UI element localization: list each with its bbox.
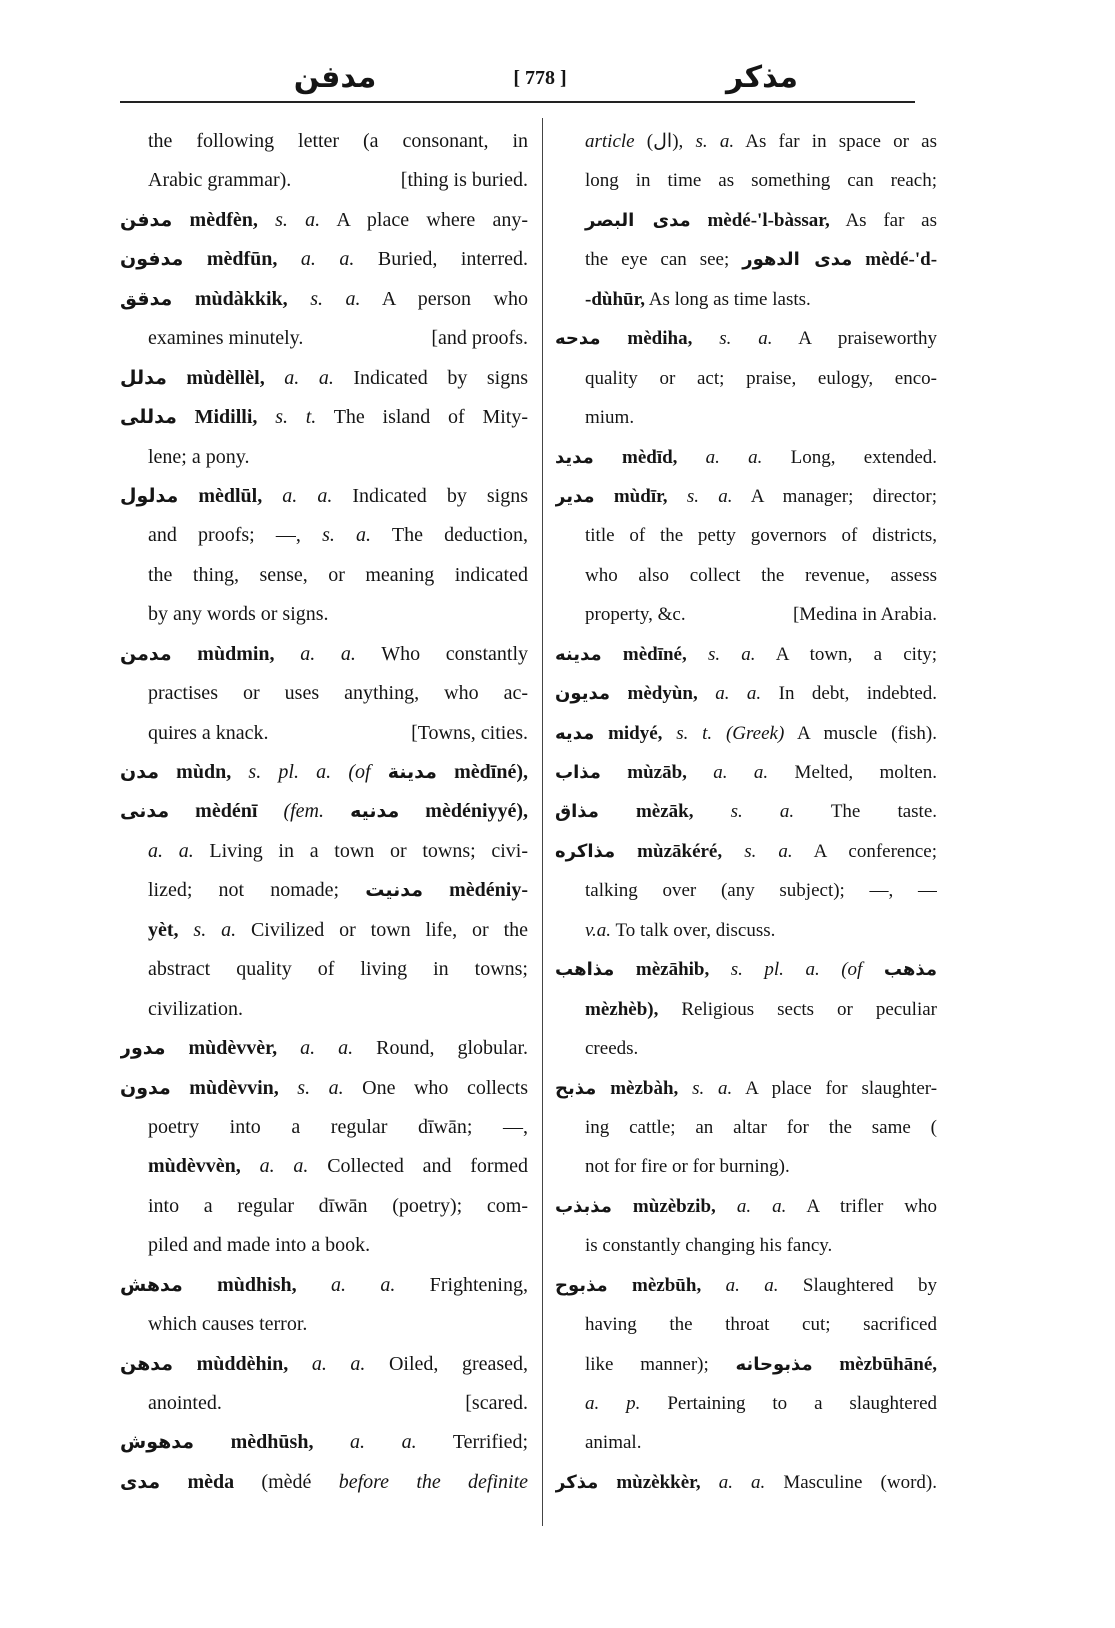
headword-arabic: مدحه xyxy=(555,328,601,350)
dictionary-entry xyxy=(555,832,937,950)
entry-line xyxy=(555,516,937,555)
dictionary-entry xyxy=(555,635,937,674)
grammar-abbrev: a. a. xyxy=(300,248,355,271)
dictionary-entry xyxy=(555,714,937,753)
definition-text: (ال), xyxy=(646,131,684,152)
transliteration: mèdīné), xyxy=(454,761,528,783)
transliteration: mèdiha, xyxy=(627,328,693,350)
definition-text: examines minutely. xyxy=(148,327,304,350)
headword-arabic: مديه xyxy=(555,722,595,744)
headword-arabic: مذكر xyxy=(555,1471,599,1493)
transliteration: -dùhūr, xyxy=(585,288,646,310)
definition-text: Indicated by signs xyxy=(353,366,528,389)
definition-text: piled and made into a book. xyxy=(148,1234,371,1257)
transliteration: mèdyùn, xyxy=(627,683,698,705)
entry-line xyxy=(120,240,528,279)
entry-line xyxy=(555,871,937,910)
definition-text: lized; not nomade; xyxy=(148,879,340,902)
entry-line xyxy=(120,871,528,910)
headword-arabic: مدون xyxy=(120,1076,171,1099)
transliteration: mùdàkkik, xyxy=(194,287,288,310)
grammar-abbrev: s. a. xyxy=(322,524,372,547)
dictionary-entry xyxy=(555,1266,937,1463)
definition-text: A praiseworthy xyxy=(798,328,937,350)
entry-line xyxy=(120,319,528,358)
dictionary-entry xyxy=(120,280,528,359)
headword-arabic: مذبح xyxy=(555,1077,597,1099)
grammar-abbrev: s. pl. a. (of xyxy=(248,761,371,783)
transliteration: mèzāhib, xyxy=(635,959,710,981)
entry-line xyxy=(120,516,528,555)
definition-text: A manager; director; xyxy=(750,485,937,507)
headword-arabic: مدير xyxy=(555,485,595,507)
headword-arabic: مذبوح xyxy=(555,1274,608,1296)
entry-line xyxy=(555,1266,937,1305)
dictionary-entry xyxy=(555,438,937,477)
transliteration: mùdmin, xyxy=(197,642,275,665)
definition-text: lene; a pony. xyxy=(148,445,250,468)
grammar-abbrev: s. pl. a. (of xyxy=(730,959,863,981)
dictionary-entry xyxy=(120,1266,528,1345)
entry-line xyxy=(555,1463,937,1502)
definition-text: Buried, interred. xyxy=(377,248,528,271)
dictionary-entry xyxy=(120,1463,528,1502)
definition-text: property, &c. xyxy=(585,604,686,626)
definition-text: A conference; xyxy=(813,840,937,862)
entry-line xyxy=(555,122,937,161)
entry-line xyxy=(555,950,937,989)
bracket-text: [Medina in Arabia. xyxy=(792,604,937,626)
entry-line xyxy=(555,1029,937,1068)
grammar-abbrev: a. a. xyxy=(350,1431,417,1454)
definition-text: Civilized or town life, or the xyxy=(250,918,528,941)
entry-line xyxy=(120,792,528,831)
definition-text: like manner); xyxy=(585,1353,709,1375)
entry-line xyxy=(120,556,528,595)
entry-line xyxy=(120,990,528,1029)
entry-line xyxy=(120,477,528,516)
bracket-text: [and proofs. xyxy=(431,327,528,350)
headword-arabic: مدنيت xyxy=(365,879,423,902)
entry-line xyxy=(555,359,937,398)
headword-arabic: مذبذب xyxy=(555,1195,612,1217)
transliteration: mùzèkkèr, xyxy=(616,1471,701,1493)
transliteration: mèdénī xyxy=(195,800,258,823)
definition-text: The island of Mity- xyxy=(333,406,528,429)
dictionary-entry xyxy=(120,398,528,477)
entry-line xyxy=(120,438,528,477)
grammar-abbrev: s. a. xyxy=(297,1076,344,1099)
definition-text: A place where any- xyxy=(336,208,528,231)
headword-arabic: مذاكره xyxy=(555,840,616,862)
definition-text: A muscle (fish). xyxy=(797,722,937,744)
headword-arabic: مدهن xyxy=(120,1352,174,1375)
entry-line xyxy=(555,477,937,516)
definition-text: civilization. xyxy=(148,997,243,1020)
definition-text: A town, a city; xyxy=(775,643,937,665)
entry-line xyxy=(120,1463,528,1502)
page-number: [ 778 ] xyxy=(513,67,567,89)
headword-arabic: مدينه xyxy=(555,643,602,665)
entry-line xyxy=(555,1147,937,1186)
dictionary-entry xyxy=(555,753,937,792)
dictionary-entry xyxy=(555,950,937,1068)
entry-line xyxy=(555,911,937,950)
grammar-abbrev: s. a. xyxy=(193,918,237,941)
headword-arabic: مدن xyxy=(120,761,159,783)
headword-arabic: مدقق xyxy=(120,287,173,310)
entry-line xyxy=(555,1069,937,1108)
grammar-abbrev: s. t. (Greek) xyxy=(676,722,785,744)
dictionary-entry xyxy=(555,1187,937,1266)
definition-text: (mèdé xyxy=(261,1470,312,1493)
entry-line xyxy=(120,1069,528,1108)
headword-arabic: مذبوحانه xyxy=(735,1353,813,1375)
dictionary-entry xyxy=(120,635,528,753)
definition-text: poetry into a regular dīwān; —, xyxy=(148,1115,528,1138)
definition-text: Round, globular. xyxy=(376,1037,528,1060)
entry-line xyxy=(120,1305,528,1344)
headword-arabic: مدى xyxy=(120,1470,161,1493)
transliteration: mùdèvvin, xyxy=(189,1076,279,1099)
entry-line xyxy=(120,398,528,437)
dictionary-entry xyxy=(555,1463,937,1502)
grammar-abbrev: a. p. xyxy=(585,1393,641,1414)
dictionary-entry xyxy=(555,122,937,319)
dictionary-entry xyxy=(555,1069,937,1187)
headword-arabic: مدهوش xyxy=(120,1431,195,1454)
headword-arabic: مدهش xyxy=(120,1273,183,1296)
entry-line xyxy=(120,635,528,674)
transliteration: mèdéniy- xyxy=(449,879,528,902)
entry-line xyxy=(555,832,937,871)
transliteration: mùzāb, xyxy=(627,762,687,783)
definition-text: Masculine (word). xyxy=(783,1471,937,1493)
headword-arabic: مدلل xyxy=(120,366,167,389)
entry-line xyxy=(555,398,937,437)
definition-text: by any words or signs. xyxy=(148,603,329,626)
transliteration: mèdé-'d- xyxy=(865,249,937,271)
transliteration: mùdèvvèn, xyxy=(148,1155,241,1178)
definition-text: having the throat cut; sacrificed xyxy=(585,1314,937,1336)
transliteration: mùzākéré, xyxy=(637,840,723,862)
transliteration: mèda xyxy=(187,1470,235,1493)
headword-arabic: مدينة xyxy=(387,761,437,783)
transliteration: midyé, xyxy=(608,722,663,744)
entry-line xyxy=(555,595,937,634)
definition-text: anointed. xyxy=(148,1392,222,1414)
entry-line xyxy=(120,1108,528,1147)
entry-line xyxy=(120,201,528,240)
definition-text: quires a knack. xyxy=(148,721,269,744)
bracket-text: [thing is buried. xyxy=(400,169,528,192)
entry-line xyxy=(555,556,937,595)
definition-text: Melted, molten. xyxy=(794,762,937,783)
entry-line xyxy=(555,674,937,713)
definition-text: the eye can see; xyxy=(585,249,730,271)
dictionary-entry xyxy=(555,674,937,713)
headword-arabic: مدنيه xyxy=(350,800,400,823)
transliteration: mùdhish, xyxy=(217,1273,297,1296)
dictionary-entry xyxy=(120,753,528,792)
headword-arabic: مدفون xyxy=(120,248,184,271)
definition-text: title of the petty governors of districts, xyxy=(585,525,937,547)
definition-text: A trifler who xyxy=(806,1195,937,1217)
headword-arabic: مدى الدهور xyxy=(742,249,853,271)
entry-line xyxy=(120,1147,528,1186)
bracket-text: [scared. xyxy=(465,1392,528,1414)
entry-line xyxy=(120,832,528,871)
definition-text: Long, extended. xyxy=(790,446,937,468)
transliteration: mèdlūl, xyxy=(198,484,263,507)
dictionary-entry xyxy=(120,240,528,279)
definition-text: who also collect the revenue, assess xyxy=(585,564,937,586)
definition-text: long in time as something can reach; xyxy=(585,170,937,192)
definition-text: Arabic grammar). xyxy=(148,169,292,192)
entry-line xyxy=(120,1345,528,1384)
grammar-abbrev: s. a. xyxy=(310,287,361,310)
dictionary-entry xyxy=(120,792,528,1029)
transliteration: mùdn, xyxy=(176,761,232,783)
transliteration: mèzhèb), xyxy=(585,998,659,1020)
grammar-abbrev: v.a. xyxy=(585,919,612,941)
headword-arabic: مديون xyxy=(555,683,611,705)
dictionary-entry xyxy=(120,1345,528,1424)
grammar-abbrev: a. a. xyxy=(725,1274,779,1296)
grammar-abbrev: s. a. xyxy=(719,328,773,350)
entry-line xyxy=(120,359,528,398)
grammar-abbrev: a. a. xyxy=(715,683,762,705)
grammar-abbrev: a. a. xyxy=(718,1471,766,1493)
grammar-abbrev: a. a. xyxy=(311,1352,366,1375)
headword-arabic: مدفن xyxy=(120,208,173,231)
dictionary-entry xyxy=(120,1423,528,1462)
transliteration: mèdfūn, xyxy=(206,248,278,271)
grammar-abbrev: a. a. xyxy=(282,484,333,507)
entry-line xyxy=(555,438,937,477)
entry-line xyxy=(120,1384,528,1423)
definition-text: The deduction, xyxy=(391,524,528,547)
entry-line xyxy=(555,753,937,792)
grammar-abbrev: a. a. xyxy=(300,1037,354,1060)
definition-text: A person who xyxy=(381,287,528,310)
entry-line xyxy=(120,1226,528,1265)
definition-text: and proofs; —, xyxy=(148,524,301,547)
transliteration: mèdéniyyé), xyxy=(425,800,528,823)
entry-line xyxy=(120,595,528,634)
definition-text: not for fire or for burning). xyxy=(585,1156,790,1178)
grammar-abbrev: a. a. xyxy=(284,366,334,389)
grammar-abbrev: s. a. xyxy=(730,801,795,823)
transliteration: mùzèbzib, xyxy=(632,1195,716,1217)
entry-line xyxy=(120,674,528,713)
definition-text: To talk over, discuss. xyxy=(615,919,776,941)
transliteration: mùdèvvèr, xyxy=(188,1037,278,1060)
grammar-abbrev: a. a. xyxy=(736,1195,787,1217)
definition-text: One who collects xyxy=(362,1076,528,1099)
entry-line xyxy=(555,161,937,200)
definition-text: As far as xyxy=(845,209,937,231)
bracket-text: [Towns, cities. xyxy=(411,721,528,744)
entry-line xyxy=(555,319,937,358)
entry-line xyxy=(120,161,528,200)
headword-arabic: مدللى xyxy=(120,406,177,429)
definition-text: A place for slaughter- xyxy=(745,1077,937,1099)
transliteration: mèzbūhāné, xyxy=(839,1353,937,1375)
entry-line xyxy=(555,1423,937,1462)
transliteration: mùdèllèl, xyxy=(186,366,265,389)
grammar-abbrev: s. a. xyxy=(744,840,793,862)
definition-text: creeds. xyxy=(585,1038,639,1060)
entry-line xyxy=(555,1345,937,1384)
headword-arabic: مدلول xyxy=(120,484,179,507)
right-column xyxy=(555,122,937,1502)
definition-text: talking over (any subject); —, — xyxy=(585,880,937,902)
definition-text: abstract quality of living in towns; xyxy=(148,958,528,981)
grammar-abbrev: a. a. xyxy=(713,762,769,783)
entry-line xyxy=(120,280,528,319)
transliteration: mèdfèn, xyxy=(189,208,258,231)
definition-text: Collected and formed xyxy=(327,1155,528,1178)
transliteration: mèdé-'l-bàssar, xyxy=(707,209,830,231)
grammar-abbrev: a. a. xyxy=(300,642,356,665)
transliteration: mùdīr, xyxy=(613,485,668,507)
grammar-abbrev: s. a. xyxy=(695,131,735,152)
definition-text: Who constantly xyxy=(381,642,528,665)
dictionary-entry xyxy=(555,792,937,831)
entry-line xyxy=(120,753,528,792)
definition-text: Religious sects or peculiar xyxy=(681,998,937,1020)
entry-line xyxy=(120,1187,528,1226)
grammar-abbrev: s. a. xyxy=(686,485,733,507)
grammar-abbrev: (fem. xyxy=(283,800,324,823)
grammar-abbrev: before the definite xyxy=(338,1470,528,1493)
transliteration: mèdīné, xyxy=(622,643,687,665)
definition-text: Pertaining to a slaughtered xyxy=(667,1393,937,1414)
entry-line xyxy=(120,911,528,950)
entry-line xyxy=(555,990,937,1029)
dictionary-entry xyxy=(120,1069,528,1266)
definition-text: which causes terror. xyxy=(148,1313,308,1336)
grammar-abbrev: a. a. xyxy=(705,446,763,468)
definition-text: the following letter (a consonant, in xyxy=(148,130,528,152)
left-column xyxy=(120,122,528,1502)
definition-text: Slaughtered by xyxy=(802,1274,937,1296)
dictionary-entry xyxy=(120,201,528,240)
headword-arabic: مدى البصر xyxy=(585,209,691,231)
grammar-abbrev: s. a. xyxy=(707,643,756,665)
header-rule xyxy=(120,101,915,103)
dictionary-entry xyxy=(120,477,528,635)
entry-line xyxy=(120,1029,528,1068)
grammar-abbrev: article xyxy=(585,131,635,152)
transliteration: mèzāk, xyxy=(635,801,694,823)
grammar-abbrev: a. a. xyxy=(330,1273,396,1296)
definition-text: As far in space or as xyxy=(745,131,937,152)
definition-text: Living in a town or towns; civi- xyxy=(209,839,528,862)
column-divider xyxy=(542,118,543,1526)
headword-arabic: مديد xyxy=(555,446,594,468)
entry-line xyxy=(555,1187,937,1226)
transliteration: mèdhūsh, xyxy=(230,1431,314,1454)
definition-text: Frightening, xyxy=(429,1273,528,1296)
transliteration: mùddèhin, xyxy=(196,1352,289,1375)
definition-text: Oiled, greased, xyxy=(388,1352,528,1375)
definition-text: Indicated by signs xyxy=(352,484,528,507)
dictionary-entry xyxy=(120,1029,528,1068)
definition-text: animal. xyxy=(585,1432,642,1454)
entry-line xyxy=(120,122,528,161)
dictionary-entry xyxy=(555,477,937,635)
headword-arabic: مدمن xyxy=(120,642,172,665)
definition-text: Terrified; xyxy=(452,1431,528,1454)
right-guide-word: مذكر xyxy=(725,60,799,95)
transliteration: mèzbūh, xyxy=(632,1274,702,1296)
entry-line xyxy=(555,714,937,753)
definition-text: The taste. xyxy=(830,801,937,823)
entry-line xyxy=(555,635,937,674)
definition-text: In debt, indebted. xyxy=(778,683,937,705)
entry-line xyxy=(120,1266,528,1305)
headword-arabic: مذاق xyxy=(555,801,599,823)
transliteration: Midilli, xyxy=(194,406,258,429)
grammar-abbrev: a. a. xyxy=(148,839,194,862)
headword-arabic: مدنى xyxy=(120,800,170,823)
dictionary-entry xyxy=(120,122,528,201)
grammar-abbrev: s. a. xyxy=(692,1077,733,1099)
headword-arabic: مذاهب xyxy=(555,959,615,981)
left-guide-word: مدفن xyxy=(293,60,377,95)
entry-line xyxy=(555,1305,937,1344)
entry-line xyxy=(555,1108,937,1147)
definition-text: into a regular dīwān (poetry); com- xyxy=(148,1194,528,1217)
grammar-abbrev: s. a. xyxy=(275,208,321,231)
definition-text: ing cattle; an altar for the same ( xyxy=(585,1116,937,1138)
headword-arabic: مدور xyxy=(120,1037,166,1060)
headword-arabic: مذاب xyxy=(555,762,601,783)
definition-text: the thing, sense, or meaning indicated xyxy=(148,563,528,586)
transliteration: mèzbàh, xyxy=(610,1077,679,1099)
entry-line xyxy=(555,280,937,319)
entry-line xyxy=(555,1226,937,1265)
grammar-abbrev: s. t. xyxy=(275,406,317,429)
entry-line xyxy=(120,950,528,989)
entry-line xyxy=(555,201,937,240)
transliteration: mèdīd, xyxy=(622,446,678,468)
transliteration: yèt, xyxy=(148,918,179,941)
grammar-abbrev: a. a. xyxy=(259,1155,309,1178)
entry-line xyxy=(555,1384,937,1423)
entry-line xyxy=(120,1423,528,1462)
definition-text: As long as time lasts. xyxy=(648,288,811,310)
dictionary-entry xyxy=(555,319,937,437)
definition-text: is constantly changing his fancy. xyxy=(585,1235,833,1257)
entry-line xyxy=(120,714,528,753)
definition-text: practises or uses anything, who ac- xyxy=(148,682,528,705)
dictionary-entry xyxy=(120,359,528,398)
definition-text: quality or act; praise, eulogy, enco- xyxy=(585,367,937,389)
entry-line xyxy=(555,240,937,279)
entry-line xyxy=(555,792,937,831)
headword-arabic: مذهب xyxy=(883,959,937,981)
definition-text: mium. xyxy=(585,407,635,429)
